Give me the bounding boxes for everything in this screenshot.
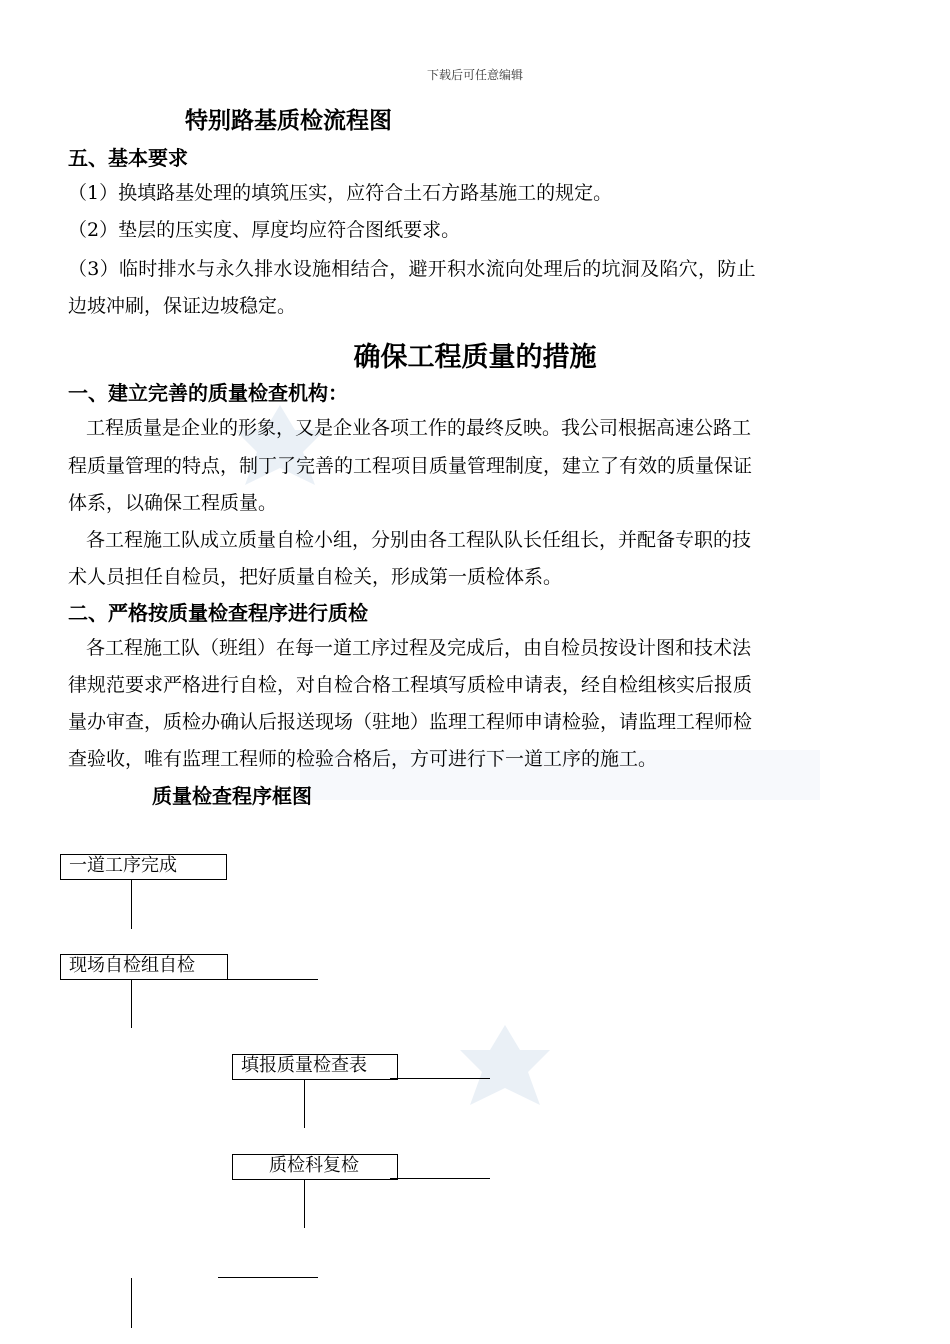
requirement-1: （1）换填路基处理的填筑压实，应符合土石方路基施工的规定。 bbox=[68, 182, 613, 204]
connector bbox=[131, 1278, 132, 1328]
connector bbox=[131, 980, 132, 1028]
flow-step-3 bbox=[232, 1054, 398, 1080]
paragraph-2-line-1: 各工程施工队成立质量自检小组，分别由各工程队队长任组长，并配备专职的技 bbox=[86, 529, 752, 551]
paragraph-1-line-3: 体系，以确保工程质量。 bbox=[68, 492, 278, 514]
flow-step-3-label: 填报质量检查表 bbox=[241, 1055, 367, 1076]
flow-step-1-label: 一道工序完成 bbox=[69, 855, 177, 876]
requirement-3-line-1: （3）临时排水与永久排水设施相结合，避开积水流向处理后的坑洞及陷穴，防止 bbox=[68, 258, 756, 280]
main-title: 确保工程质量的措施 bbox=[353, 342, 597, 373]
flow-step-1 bbox=[60, 854, 227, 880]
flow-step-2 bbox=[60, 954, 228, 980]
paragraph-2-line-2: 术人员担任自检员，把好质量自检关，形成第一质检体系。 bbox=[68, 566, 563, 588]
connector bbox=[218, 979, 318, 980]
flow-step-4-label: 质检科复检 bbox=[269, 1155, 359, 1176]
heading-quality-organization: 一、建立完善的质量检查机构： bbox=[68, 381, 348, 405]
heading-inspection-procedure: 二、严格按质量检查程序进行质检 bbox=[68, 601, 368, 625]
connector bbox=[304, 1080, 305, 1128]
paragraph-3-line-2: 律规范要求严格进行自检，对自检合格工程填写质检申请表，经自检组核实后报质 bbox=[68, 674, 753, 696]
connector bbox=[131, 880, 132, 929]
section-title: 特别路基质检流程图 bbox=[185, 108, 392, 134]
connector bbox=[304, 1180, 305, 1228]
watermark-emblem-icon bbox=[440, 1020, 570, 1130]
paragraph-3-line-3: 量办审查，质检办确认后报送现场（驻地）监理工程师申请检验，请监理工程师检 bbox=[68, 711, 753, 733]
paragraph-3-line-4: 查验收，唯有监理工程师的检验合格后，方可进行下一道工序的施工。 bbox=[68, 748, 658, 770]
connector bbox=[390, 1078, 490, 1079]
connector bbox=[390, 1178, 490, 1179]
header-note: 下载后可任意编辑 bbox=[426, 68, 523, 82]
flow-step-2-label: 现场自检组自检 bbox=[69, 955, 195, 976]
paragraph-1-line-1: 工程质量是企业的形象，又是企业各项工作的最终反映。我公司根据高速公路工 bbox=[86, 417, 752, 439]
requirement-3-line-2: 边坡冲刷，保证边坡稳定。 bbox=[68, 295, 297, 317]
requirement-2: （2）垫层的压实度、厚度均应符合图纸要求。 bbox=[68, 219, 461, 241]
heading-basic-requirements: 五、基本要求 bbox=[68, 146, 188, 170]
paragraph-1-line-2: 程质量管理的特点，制丁了完善的工程项目质量管理制度，建立了有效的质量保证 bbox=[68, 455, 753, 477]
flow-step-4 bbox=[232, 1154, 398, 1180]
connector bbox=[218, 1277, 318, 1278]
paragraph-3-line-1: 各工程施工队（班组）在每一道工序过程及完成后，由自检员按设计图和技术法 bbox=[86, 637, 752, 659]
flowchart-title: 质量检查程序框图 bbox=[152, 784, 312, 808]
